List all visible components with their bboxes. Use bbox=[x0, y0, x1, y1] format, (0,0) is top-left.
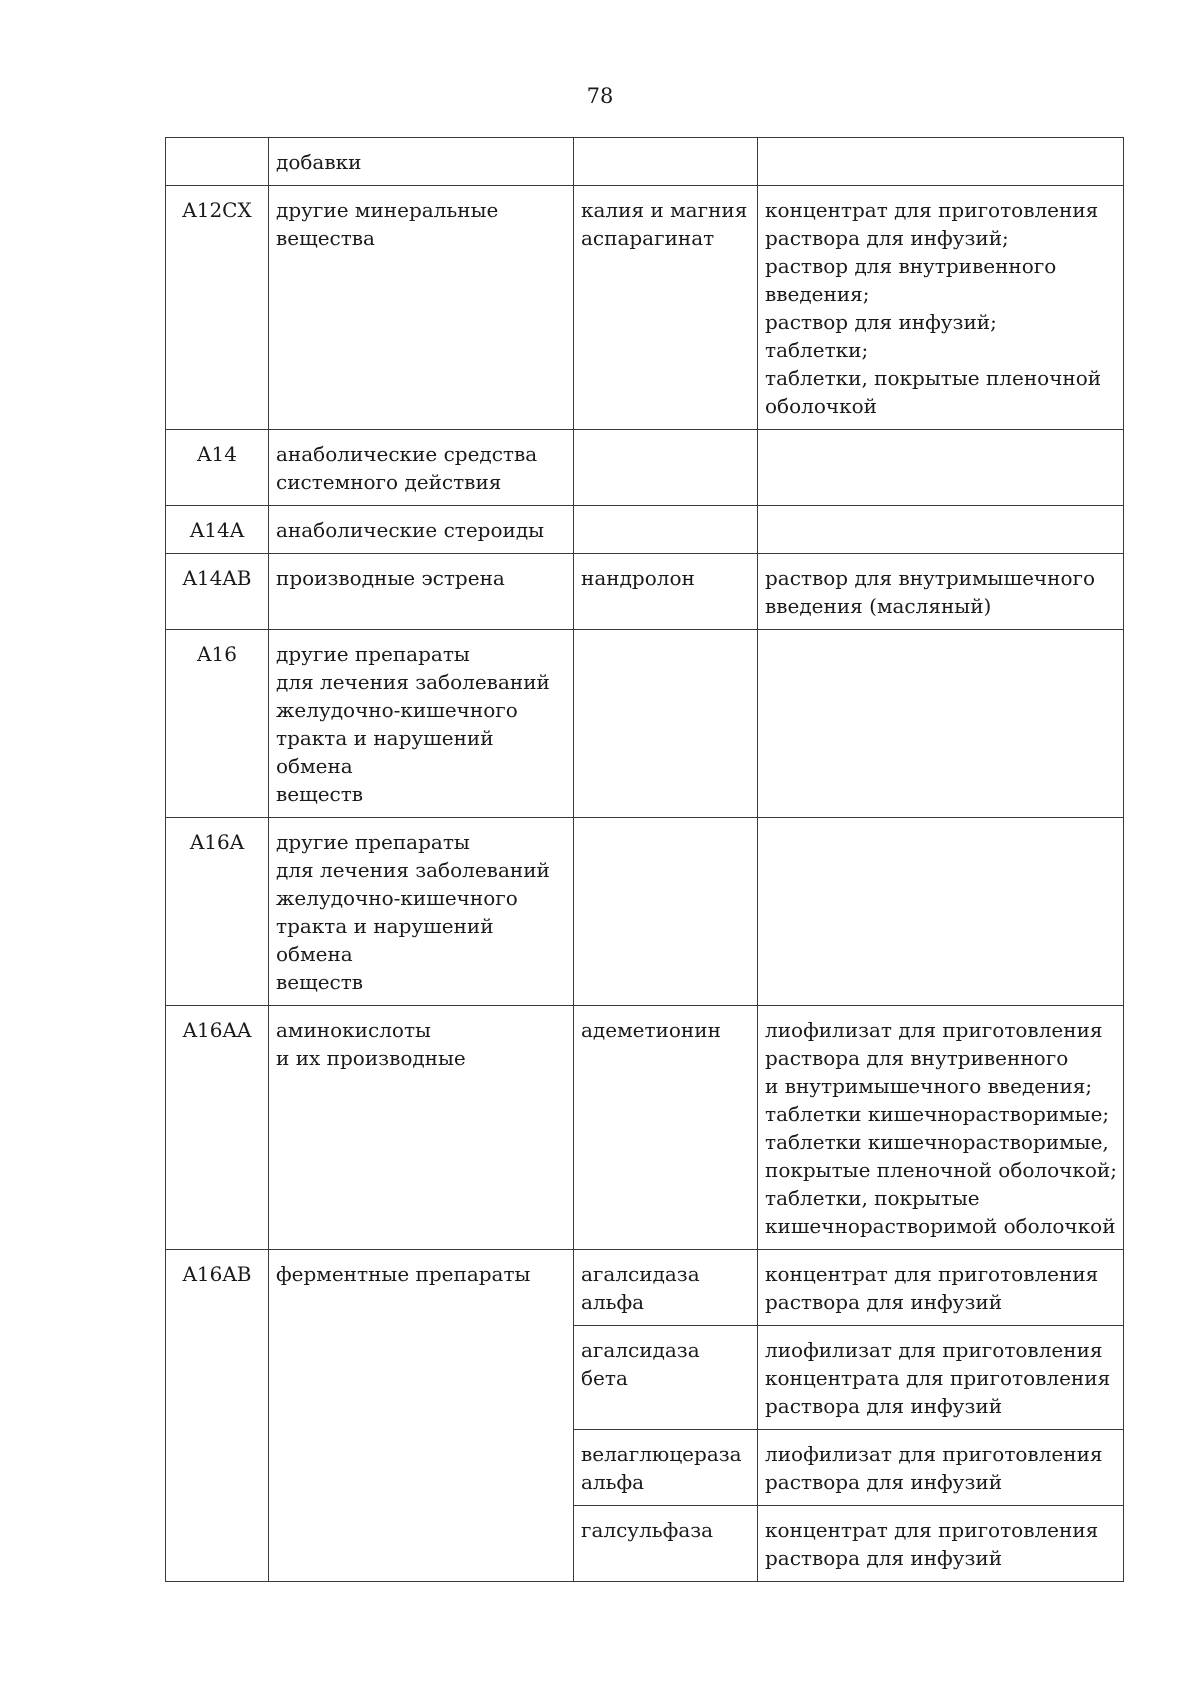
table-row bbox=[166, 1006, 1124, 1250]
dosage-forms-cell bbox=[758, 506, 1124, 554]
dosage-forms-cell bbox=[758, 430, 1124, 506]
atc-group-cell: другие препараты для лечения заболеваний желудочно-кишечного тракта и нарушений обмена веществ bbox=[269, 630, 574, 818]
table-row bbox=[166, 506, 1124, 554]
substance-name-cell bbox=[574, 506, 758, 554]
dosage-forms-cell bbox=[758, 630, 1124, 818]
dosage-forms-cell bbox=[758, 138, 1124, 186]
dosage-forms-cell: лиофилизат для приготовления концентрата для приготовления раствора для инфузий bbox=[758, 1326, 1124, 1430]
table-row bbox=[166, 1250, 1124, 1326]
substance-name-cell bbox=[574, 818, 758, 1006]
substance-name-cell: адеметионин bbox=[574, 1006, 758, 1250]
table-row bbox=[166, 430, 1124, 506]
substance-name-cell: агалсидаза бета bbox=[574, 1326, 758, 1430]
atc-code-cell: A16AA bbox=[166, 1006, 269, 1250]
atc-group-cell: ферментные препараты bbox=[269, 1250, 574, 1582]
dosage-forms-cell: раствор для внутримышечного введения (масляный) bbox=[758, 554, 1124, 630]
substance-name-cell bbox=[574, 430, 758, 506]
dosage-forms-cell: лиофилизат для приготовления раствора для инфузий bbox=[758, 1430, 1124, 1506]
dosage-forms-cell: лиофилизат для приготовления раствора для внутривенного и внутримышечного введения; таблетки кишечнорастворимые; таблетки кишечнорастворимые, покрытые пленочной оболочкой; таблетки, покрытые кишечнорастворимой оболочкой bbox=[758, 1006, 1124, 1250]
atc-code-cell: A14 bbox=[166, 430, 269, 506]
substance-name-cell: галсульфаза bbox=[574, 1506, 758, 1582]
substance-name-cell bbox=[574, 138, 758, 186]
atc-code-cell: A12CX bbox=[166, 186, 269, 430]
dosage-forms-cell: концентрат для приготовления раствора для инфузий bbox=[758, 1250, 1124, 1326]
dosage-forms-cell bbox=[758, 818, 1124, 1006]
table-row bbox=[166, 630, 1124, 818]
atc-group-cell: анаболические средства системного действия bbox=[269, 430, 574, 506]
table-row bbox=[166, 818, 1124, 1006]
atc-code-cell: A16AB bbox=[166, 1250, 269, 1582]
drug-classification-table bbox=[165, 137, 1124, 1582]
atc-code-cell: A16A bbox=[166, 818, 269, 1006]
dosage-forms-cell: концентрат для приготовления раствора для инфузий bbox=[758, 1506, 1124, 1582]
substance-name-cell: велаглюцераза альфа bbox=[574, 1430, 758, 1506]
atc-group-cell: другие препараты для лечения заболеваний желудочно-кишечного тракта и нарушений обмена веществ bbox=[269, 818, 574, 1006]
substance-name-cell: нандролон bbox=[574, 554, 758, 630]
substance-name-cell: агалсидаза альфа bbox=[574, 1250, 758, 1326]
atc-code-cell: A14A bbox=[166, 506, 269, 554]
substance-name-cell: калия и магния аспарагинат bbox=[574, 186, 758, 430]
atc-group-cell: другие минеральные вещества bbox=[269, 186, 574, 430]
table-row bbox=[166, 138, 1124, 186]
substance-name-cell bbox=[574, 630, 758, 818]
atc-group-cell: производные эстрена bbox=[269, 554, 574, 630]
table-body bbox=[166, 138, 1124, 1582]
page-number: 78 bbox=[586, 84, 614, 108]
atc-code-cell bbox=[166, 138, 269, 186]
dosage-forms-cell: концентрат для приготовления раствора для инфузий; раствор для внутривенного введения; раствор для инфузий; таблетки; таблетки, покрытые пленочной оболочкой bbox=[758, 186, 1124, 430]
atc-code-cell: A14AB bbox=[166, 554, 269, 630]
table-row bbox=[166, 186, 1124, 430]
atc-code-cell: A16 bbox=[166, 630, 269, 818]
atc-group-cell: анаболические стероиды bbox=[269, 506, 574, 554]
atc-group-cell: аминокислоты и их производные bbox=[269, 1006, 574, 1250]
table-row bbox=[166, 554, 1124, 630]
atc-group-cell: добавки bbox=[269, 138, 574, 186]
